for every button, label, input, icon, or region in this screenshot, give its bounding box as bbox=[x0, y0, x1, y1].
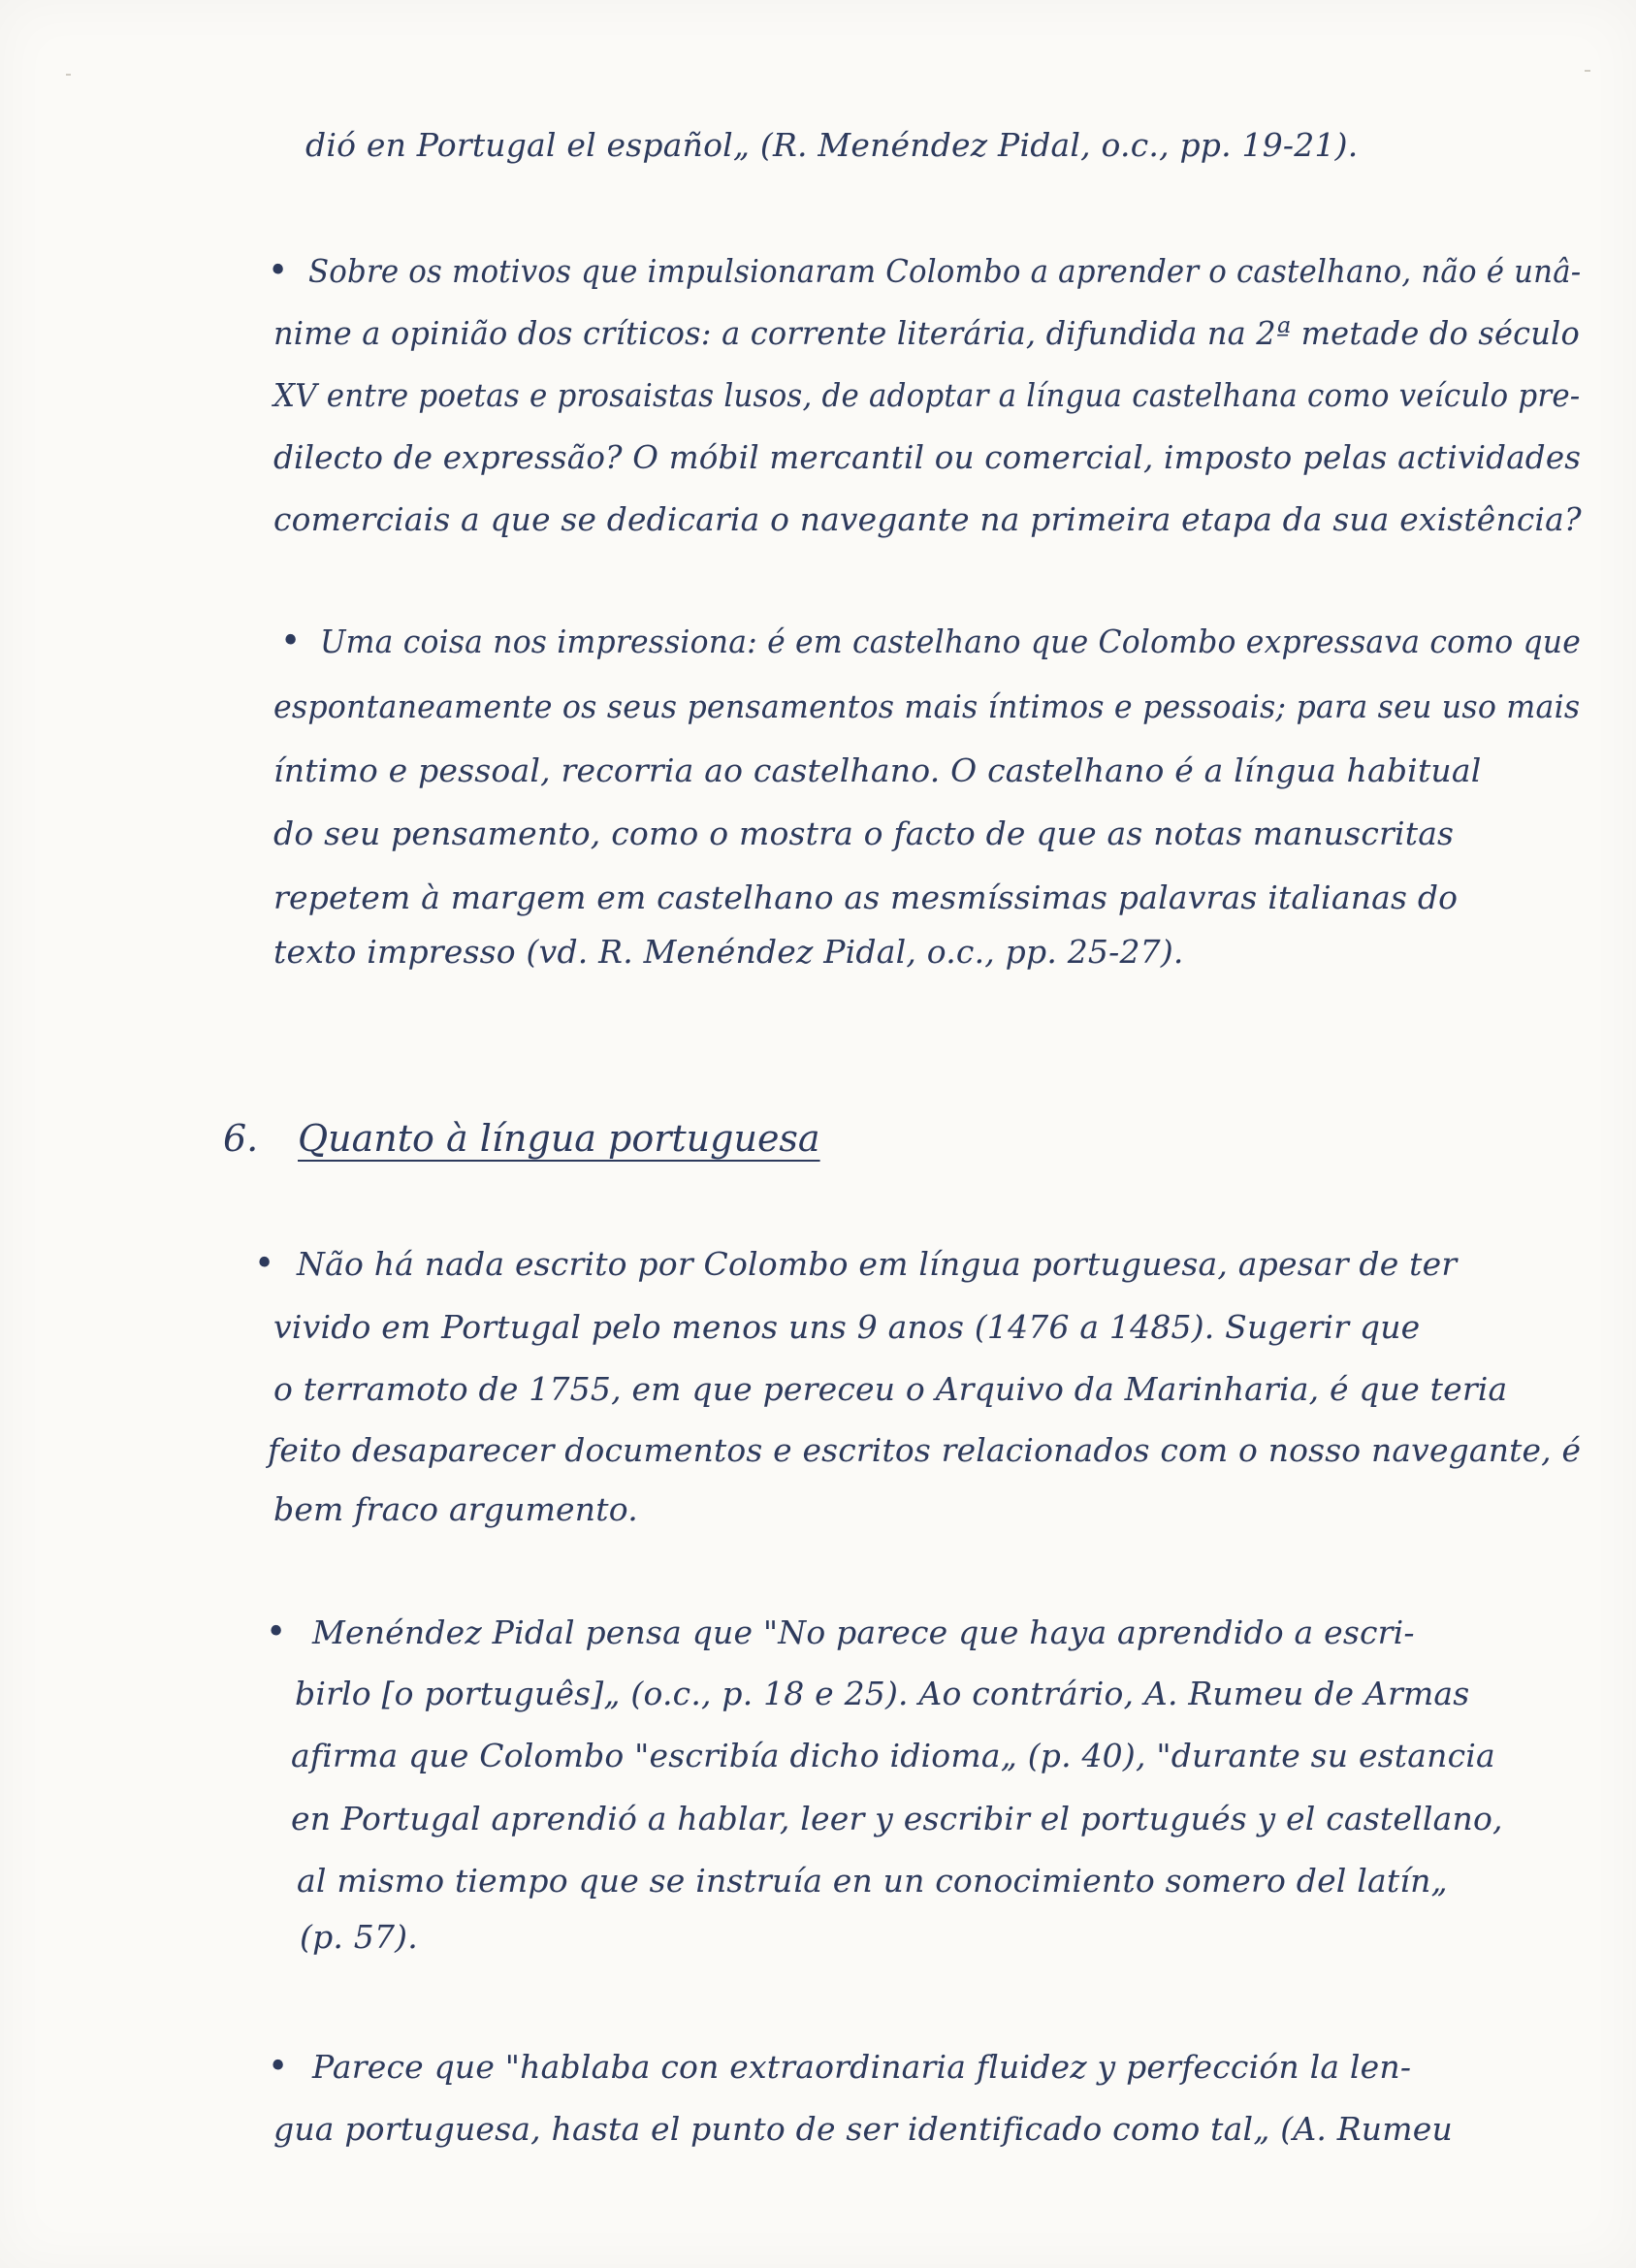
paragraph-line: do seu pensamento, como o mostra o facto de que as notas manuscritas bbox=[273, 815, 1455, 852]
paragraph-line: texto impresso (vd. R. Menéndez Pidal, o.c., pp. 25-27). bbox=[273, 933, 1184, 971]
paragraph-line: repetem à margem em castelhano as mesmíssimas palavras italianas do bbox=[273, 878, 1459, 916]
paragraph-line: birlo [o português]„ (o.c., p. 18 e 25). Ao contrário, A. Rumeu de Armas bbox=[295, 1675, 1470, 1712]
paragraph-line: espontaneamente os seus pensamentos mais íntimos e pessoais; para seu uso mais bbox=[273, 687, 1581, 725]
paragraph-line: o terramoto de 1755, em que pereceu o Arquivo da Marinharia, é que teria bbox=[273, 1370, 1508, 1408]
section-number: 6. bbox=[223, 1117, 259, 1160]
paragraph-line: Uma coisa nos impressiona: é em castelhano que Colombo expressava como que bbox=[320, 623, 1582, 660]
paragraph-line: vivido em Portugal pelo menos uns 9 anos (1476 a 1485). Sugerir que bbox=[273, 1308, 1421, 1346]
bullet: • bbox=[268, 2047, 289, 2087]
paragraph-line: Parece que "hablaba con extraordinaria fluidez y perfección la len- bbox=[312, 2048, 1412, 2086]
paragraph-line: Não há nada escrito por Colombo em língua portuguesa, apesar de ter bbox=[297, 1245, 1458, 1283]
paragraph-line: gua portuguesa, hasta el punto de ser identificado como tal„ (A. Rumeu bbox=[273, 2110, 1453, 2148]
paragraph-line: bem fraco argumento. bbox=[273, 1490, 638, 1528]
paragraph-line: íntimo e pessoal, recorria ao castelhano. O castelhano é a língua habitual bbox=[273, 751, 1482, 789]
bullet: • bbox=[280, 622, 302, 661]
scan-mark-left bbox=[66, 74, 71, 76]
paragraph-line: al mismo tiempo que se instruía en un conocimiento somero del latín„ bbox=[297, 1862, 1448, 1900]
bullet: • bbox=[268, 251, 289, 291]
scan-mark-right bbox=[1585, 70, 1590, 72]
section-title: Quanto à língua portuguesa bbox=[298, 1117, 820, 1160]
paragraph-line: dilecto de expressão? O móbil mercantil ou comercial, imposto pelas actividades bbox=[273, 438, 1582, 476]
bullet: • bbox=[254, 1244, 275, 1284]
paragraph-line: (p. 57). bbox=[300, 1918, 418, 1956]
paragraph-line: Sobre os motivos que impulsionaram Colombo a aprender o castelhano, não é unâ- bbox=[308, 252, 1582, 290]
paragraph-line: en Portugal aprendió a hablar, leer y escribir el portugués y el castellano, bbox=[291, 1800, 1503, 1837]
paragraph-line: comerciais a que se dedicaria o navegante na primeira etapa da sua existência? bbox=[273, 500, 1582, 538]
paragraph-line: nime a opinião dos críticos: a corrente literária, difundida na 2ª metade do século bbox=[273, 314, 1580, 352]
paragraph-line: feito desaparecer documentos e escritos relacionados com o nosso navegante, é bbox=[268, 1431, 1582, 1469]
paragraph-line: afirma que Colombo "escribía dicho idioma„ (p. 40), "durante su estancia bbox=[291, 1737, 1495, 1774]
paragraph-line: Menéndez Pidal pensa que "No parece que haya aprendido a escri- bbox=[312, 1613, 1415, 1651]
top-line: dió en Portugal el español„ (R. Menéndez Pidal, o.c., pp. 19-21). bbox=[305, 126, 1359, 164]
paragraph-line: XV entre poetas e prosaistas lusos, de adoptar a língua castelhana como veículo pre- bbox=[273, 376, 1581, 414]
bullet: • bbox=[266, 1613, 287, 1652]
